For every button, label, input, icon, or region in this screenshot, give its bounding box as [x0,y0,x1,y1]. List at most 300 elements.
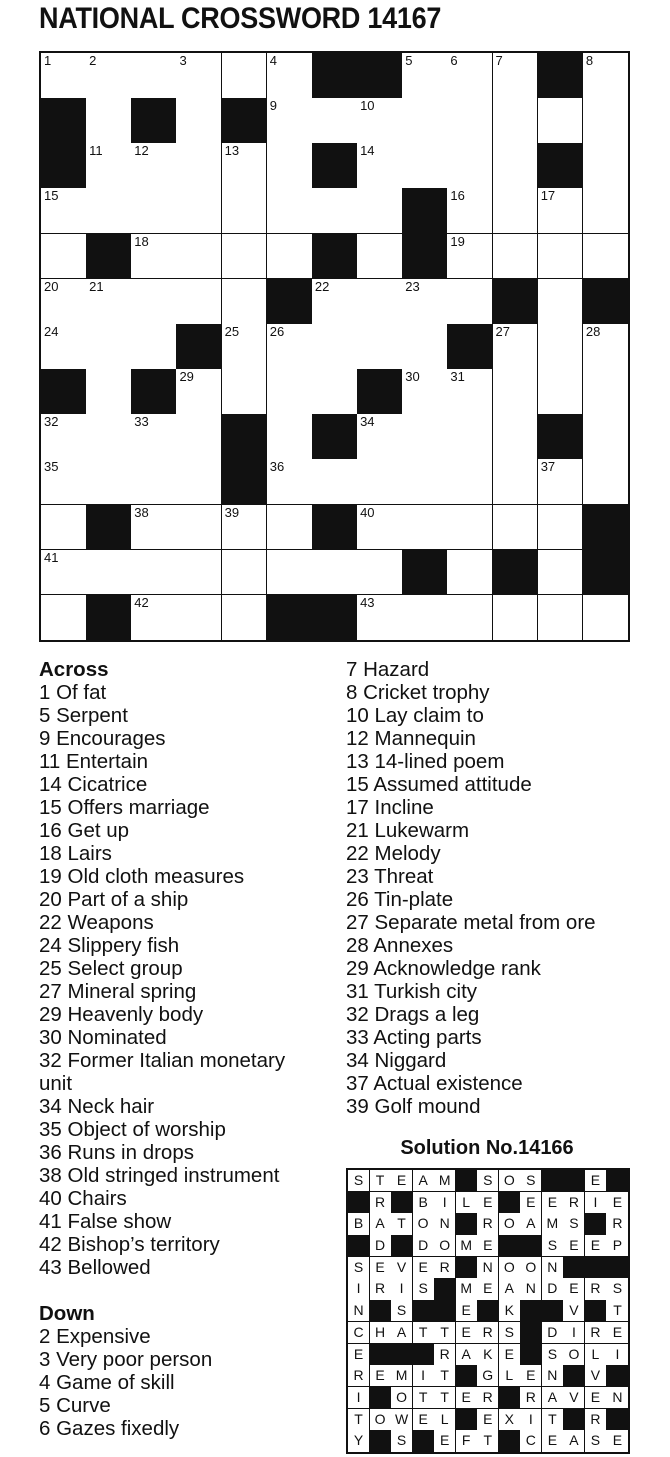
clue-item: 20 Part of a ship [39,888,189,911]
grid-cell[interactable] [357,98,403,144]
solution-cell: E [434,1430,456,1452]
grid-cell[interactable] [176,550,222,596]
clue-item: 5 Curve [39,1394,111,1417]
clue-number: 34 [360,414,375,430]
grid-cell[interactable] [493,143,539,189]
grid-block [222,459,268,505]
solution-cell: S [499,1322,521,1344]
grid-cell[interactable] [267,234,313,280]
solution-block [413,1300,435,1322]
clue-item: 35 Object of worship [39,1118,226,1141]
solution-block [413,1430,435,1452]
grid-cell[interactable] [583,414,628,460]
grid-cell[interactable] [538,279,584,325]
grid-cell[interactable] [86,369,132,415]
down-clue-list [39,1325,339,1440]
grid-cell[interactable] [131,459,177,505]
grid-cell[interactable] [538,98,584,144]
grid-cell[interactable] [583,324,628,370]
clue-item: 27 Separate metal from ore [346,911,596,934]
grid-cell[interactable] [493,595,539,640]
grid-cell[interactable] [493,98,539,144]
solution-block [542,1170,564,1192]
grid-cell[interactable] [402,279,448,325]
grid-cell[interactable] [267,324,313,370]
grid-cell[interactable] [583,369,628,415]
grid-cell[interactable] [538,505,584,551]
grid-cell[interactable] [41,414,87,460]
solution-cell: R [606,1213,628,1235]
grid-cell[interactable] [583,234,628,280]
solution-cell: P [606,1235,628,1257]
grid-cell[interactable] [41,505,87,551]
clue-number: 21 [89,278,104,294]
solution-block [585,1300,607,1322]
grid-cell[interactable] [447,595,493,640]
grid-block [493,279,539,325]
clue-item: 37 Actual existence [346,1072,523,1095]
solution-block [606,1409,628,1431]
solution-cell: E [606,1430,628,1452]
grid-cell[interactable] [447,505,493,551]
solution-block [499,1235,521,1257]
grid-block [267,279,313,325]
solution-cell: C [348,1322,370,1344]
grid-cell[interactable] [447,279,493,325]
grid-cell[interactable] [583,143,628,189]
solution-cell: N [477,1257,499,1279]
solution-block [499,1430,521,1452]
grid-cell[interactable] [357,505,403,551]
solution-cell: E [456,1300,478,1322]
grid-cell[interactable] [267,369,313,415]
solution-cell: R [434,1344,456,1366]
grid-cell[interactable] [176,595,222,640]
solution-block [542,1300,564,1322]
grid-cell[interactable] [176,98,222,144]
grid-cell[interactable] [312,550,358,596]
solution-cell: M [542,1213,564,1235]
grid-cell[interactable] [312,324,358,370]
solution-cell: E [477,1409,499,1431]
clue-item: 3 Very poor person [39,1348,213,1371]
grid-block [222,414,268,460]
clue-number: 4 [269,53,277,68]
grid-cell[interactable] [176,505,222,551]
solution-block [348,1192,370,1214]
grid-block [312,143,358,189]
grid-cell[interactable] [538,550,584,596]
clue-number: 12 [134,143,149,159]
grid-cell[interactable] [538,459,584,505]
grid-cell[interactable] [86,550,132,596]
grid-cell[interactable] [176,279,222,325]
grid-cell[interactable] [176,53,222,99]
solution-cell: M [456,1235,478,1257]
grid-cell[interactable] [583,98,628,144]
grid-cell[interactable] [357,324,403,370]
solution-cell: E [370,1365,392,1387]
grid-cell[interactable] [493,234,539,280]
clue-number: 32 [44,414,59,430]
solution-cell: W [391,1409,413,1431]
clue-item: 23 Threat [346,865,434,888]
grid-cell[interactable] [222,143,268,189]
grid-cell[interactable] [357,595,403,640]
clue-item: 18 Lairs [39,842,112,865]
solution-cell: T [606,1300,628,1322]
clue-number: 6 [450,53,458,68]
solution-cell: H [370,1322,392,1344]
solution-cell: S [477,1170,499,1192]
clue-item: 21 Lukewarm [346,819,470,842]
grid-cell[interactable] [493,414,539,460]
grid-block [131,369,177,415]
solution-cell: O [520,1257,542,1279]
grid-cell[interactable] [493,53,539,99]
grid-cell[interactable] [222,505,268,551]
solution-cell: I [585,1192,607,1214]
grid-cell[interactable] [447,143,493,189]
solution-block [520,1322,542,1344]
grid-cell[interactable] [267,188,313,234]
grid-cell[interactable] [357,459,403,505]
grid-cell[interactable] [131,53,177,99]
down-heading: Down [39,1302,95,1325]
clue-item: 41 False show [39,1210,172,1233]
grid-cell[interactable] [447,188,493,234]
solution-cell: R [585,1278,607,1300]
clue-item: 15 Assumed attitude [346,773,532,796]
grid-cell[interactable] [222,53,268,99]
solution-cell: T [434,1365,456,1387]
grid-cell[interactable] [41,53,87,99]
clue-item: 34 Niggard [346,1049,447,1072]
grid-cell[interactable] [267,505,313,551]
grid-cell[interactable] [267,143,313,189]
solution-cell: E [585,1170,607,1192]
grid-cell[interactable] [402,595,448,640]
grid-cell[interactable] [131,595,177,640]
grid-cell[interactable] [222,369,268,415]
solution-cell: E [542,1192,564,1214]
clue-item: 6 Gazes fixedly [39,1417,180,1440]
grid-cell[interactable] [267,98,313,144]
clue-number: 41 [44,549,59,565]
grid-cell[interactable] [86,98,132,144]
grid-cell[interactable] [222,234,268,280]
clue-item: 8 Cricket trophy [346,681,490,704]
grid-block [176,324,222,370]
solution-cell: O [499,1213,521,1235]
clue-item: 27 Mineral spring [39,980,197,1003]
solution-cell: S [348,1170,370,1192]
grid-cell[interactable] [357,143,403,189]
grid-cell[interactable] [131,234,177,280]
clue-item: 22 Weapons [39,911,154,934]
solution-block [370,1430,392,1452]
grid-cell[interactable] [267,459,313,505]
solution-cell: R [585,1322,607,1344]
grid-cell[interactable] [176,143,222,189]
grid-cell[interactable] [583,595,628,640]
grid-block [583,550,628,596]
solution-block [391,1235,413,1257]
grid-cell[interactable] [447,550,493,596]
grid-cell[interactable] [131,188,177,234]
grid-cell[interactable] [538,369,584,415]
grid-cell[interactable] [41,459,87,505]
solution-block [456,1409,478,1431]
solution-block [348,1235,370,1257]
solution-cell: E [563,1278,585,1300]
clue-number: 16 [450,188,465,204]
clue-item: 5 Serpent [39,704,128,727]
clue-number: 1 [44,53,52,68]
grid-cell[interactable] [538,595,584,640]
solution-cell: E [413,1409,435,1431]
grid-cell[interactable] [312,369,358,415]
solution-cell: E [585,1387,607,1409]
clue-item: 34 Neck hair [39,1095,155,1118]
grid-cell[interactable] [131,414,177,460]
grid-cell[interactable] [131,324,177,370]
grid-cell[interactable] [222,279,268,325]
grid-cell[interactable] [41,188,87,234]
solution-cell: E [606,1322,628,1344]
solution-cell: S [542,1344,564,1366]
grid-block [131,98,177,144]
grid-block [86,505,132,551]
solution-block [563,1170,585,1192]
grid-cell[interactable] [222,188,268,234]
grid-cell[interactable] [312,188,358,234]
grid-cell[interactable] [176,369,222,415]
solution-cell: M [456,1278,478,1300]
grid-cell[interactable] [131,505,177,551]
grid-cell[interactable] [176,234,222,280]
solution-cell: B [413,1192,435,1214]
grid-cell[interactable] [583,53,628,99]
grid-cell[interactable] [222,550,268,596]
grid-cell[interactable] [402,143,448,189]
solution-cell: O [499,1170,521,1192]
solution-cell: T [413,1322,435,1344]
grid-cell[interactable] [447,459,493,505]
clue-item: 14 Cicatrice [39,773,148,796]
grid-cell[interactable] [312,279,358,325]
grid-cell[interactable] [402,53,448,99]
solution-cell: T [434,1387,456,1409]
grid-cell[interactable] [357,188,403,234]
solution-cell: R [585,1409,607,1431]
grid-cell[interactable] [86,143,132,189]
clue-number: 11 [89,143,103,159]
crossword-grid [39,51,630,642]
grid-cell[interactable] [41,279,87,325]
solution-cell: R [563,1192,585,1214]
grid-cell[interactable] [86,324,132,370]
clues-right-column [346,658,646,1118]
solution-block [456,1257,478,1279]
solution-cell: K [477,1344,499,1366]
clue-number: 31 [450,369,465,385]
grid-cell[interactable] [402,324,448,370]
solution-block [563,1409,585,1431]
clue-item: 29 Heavenly body [39,1003,204,1026]
grid-cell[interactable] [86,459,132,505]
clue-item: 31 Turkish city [346,980,478,1003]
grid-cell[interactable] [41,595,87,640]
solution-block [370,1344,392,1366]
grid-cell[interactable] [357,279,403,325]
solution-cell: V [391,1257,413,1279]
solution-cell: N [520,1278,542,1300]
grid-cell[interactable] [538,188,584,234]
solution-block [563,1365,585,1387]
grid-block [312,595,358,640]
grid-cell[interactable] [402,369,448,415]
grid-block [312,234,358,280]
grid-cell[interactable] [41,234,87,280]
solution-cell: E [477,1278,499,1300]
grid-cell[interactable] [447,98,493,144]
clue-item: 25 Select group [39,957,183,980]
down-clue-list-continued [346,658,646,1118]
grid-cell[interactable] [267,53,313,99]
clue-number: 29 [179,369,194,385]
solution-block [585,1213,607,1235]
solution-block [456,1365,478,1387]
clue-number: 3 [179,53,187,68]
solution-cell: S [413,1278,435,1300]
grid-cell[interactable] [447,234,493,280]
solution-cell: E [542,1430,564,1452]
solution-cell: C [520,1430,542,1452]
grid-cell[interactable] [86,188,132,234]
solution-cell: R [434,1257,456,1279]
solution-cell: E [391,1170,413,1192]
grid-cell[interactable] [493,505,539,551]
grid-cell[interactable] [583,459,628,505]
grid-cell[interactable] [402,414,448,460]
clue-number: 33 [134,414,149,430]
grid-cell[interactable] [447,53,493,99]
solution-block [477,1300,499,1322]
grid-cell[interactable] [176,459,222,505]
grid-cell[interactable] [131,279,177,325]
grid-cell[interactable] [131,143,177,189]
solution-title: Solution No.14166 [400,1137,574,1159]
grid-cell[interactable] [357,414,403,460]
solution-block [606,1257,628,1279]
solution-cell: Y [348,1430,370,1452]
clue-number: 35 [44,459,59,475]
solution-cell: I [391,1278,413,1300]
clue-number: 27 [495,323,510,339]
clues-left-column [39,658,339,1440]
clue-number: 15 [44,188,59,204]
solution-cell: E [413,1257,435,1279]
clue-item: 30 Nominated [39,1026,167,1049]
clue-item: 32 Drags a leg [346,1003,480,1026]
solution-cell: O [434,1235,456,1257]
grid-block [41,143,87,189]
grid-cell[interactable] [222,595,268,640]
clue-number: 5 [405,53,413,68]
grid-block [402,550,448,596]
grid-cell[interactable] [493,369,539,415]
grid-cell[interactable] [267,414,313,460]
solution-block [370,1300,392,1322]
grid-block [538,143,584,189]
grid-cell[interactable] [86,279,132,325]
grid-cell[interactable] [538,324,584,370]
solution-block [606,1365,628,1387]
grid-cell[interactable] [86,414,132,460]
grid-cell[interactable] [176,414,222,460]
grid-cell[interactable] [447,369,493,415]
solution-cell: R [477,1387,499,1409]
solution-cell: O [499,1257,521,1279]
clue-item: 26 Tin-plate [346,888,454,911]
grid-cell[interactable] [176,188,222,234]
grid-cell[interactable] [402,98,448,144]
grid-cell[interactable] [267,550,313,596]
solution-cell: E [477,1192,499,1214]
grid-cell[interactable] [312,459,358,505]
clue-number: 19 [450,233,465,249]
solution-block [520,1344,542,1366]
grid-cell[interactable] [357,550,403,596]
grid-cell[interactable] [402,505,448,551]
solution-cell: E [456,1387,478,1409]
grid-cell[interactable] [41,324,87,370]
grid-cell[interactable] [312,98,358,144]
clue-number: 13 [224,143,240,159]
clue-number: 18 [134,233,149,249]
grid-cell[interactable] [86,53,132,99]
grid-cell[interactable] [41,550,87,596]
grid-cell[interactable] [131,550,177,596]
grid-cell[interactable] [538,234,584,280]
clue-item: 1 Of fat [39,681,107,704]
solution-cell: R [370,1278,392,1300]
clue-item: 15 Offers marriage [39,796,210,819]
solution-cell: A [542,1387,564,1409]
solution-cell: T [391,1213,413,1235]
grid-cell[interactable] [583,188,628,234]
solution-cell: S [542,1235,564,1257]
grid-cell[interactable] [493,188,539,234]
solution-cell: S [606,1278,628,1300]
grid-cell[interactable] [357,234,403,280]
solution-cell: X [499,1409,521,1431]
clue-number: 23 [405,278,420,294]
grid-cell[interactable] [493,324,539,370]
clue-number: 10 [360,98,375,114]
clue-number: 25 [224,323,240,339]
clue-number: 22 [314,278,330,294]
solution-cell: N [542,1365,564,1387]
solution-block [585,1257,607,1279]
solution-cell: T [348,1409,370,1431]
solution-block [434,1278,456,1300]
grid-cell[interactable] [447,414,493,460]
grid-cell[interactable] [493,459,539,505]
grid-cell[interactable] [402,459,448,505]
grid-cell[interactable] [222,324,268,370]
